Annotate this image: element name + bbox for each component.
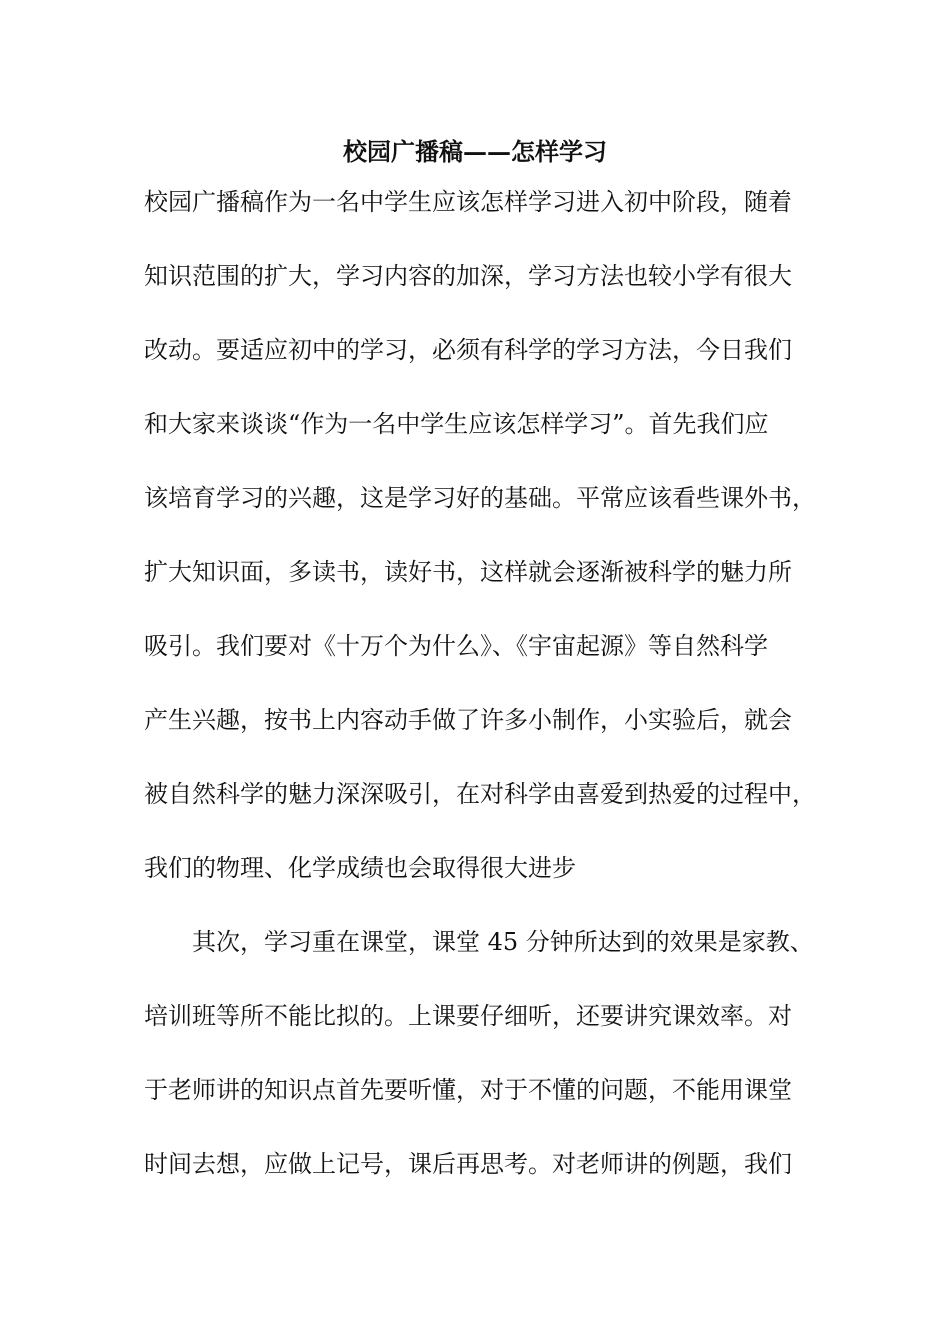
text-line-1: 校园广播稿作为一名中学生应该怎样学习进入初中阶段，随着: [144, 188, 792, 216]
text-line-5: 该培育学习的兴趣，这是学习好的基础。平常应该看些课外书，: [144, 484, 816, 512]
text-line-10: 我们的物理、化学成绩也会取得很大进步: [144, 854, 576, 882]
text-line-14: 时间去想，应做上记号，课后再思考。对老师讲的例题，我们: [144, 1150, 792, 1178]
text-line-12: 培训班等所不能比拟的。上课要仔细听，还要讲究课效率。对: [144, 1002, 792, 1030]
text-line-8: 产生兴趣，按书上内容动手做了许多小制作，小实验后，就会: [144, 706, 792, 734]
text-line-7: 吸引。我们要对《十万个为什么》、《宇宙起源》等自然科学: [144, 632, 768, 660]
text-line-3: 改动。要适应初中的学习，必须有科学的学习方法，今日我们: [144, 336, 792, 364]
text-line-6: 扩大知识面，多读书，读好书，这样就会逐渐被科学的魅力所: [144, 558, 792, 586]
text-line-11: 其次，学习重在课堂，课堂 45 分钟所达到的效果是家教、: [192, 928, 814, 956]
text-line-2: 知识范围的扩大，学习内容的加深，学习方法也较小学有很大: [144, 262, 792, 290]
document-title: 校园广播稿——怎样学习: [343, 137, 607, 166]
text-line-9: 被自然科学的魅力深深吸引，在对科学由喜爱到热爱的过程中，: [144, 780, 816, 808]
text-line-4: 和大家来谈谈“作为一名中学生应该怎样学习”。首先我们应: [144, 410, 769, 438]
text-line-13: 于老师讲的知识点首先要听懂，对于不懂的问题，不能用课堂: [144, 1076, 792, 1104]
